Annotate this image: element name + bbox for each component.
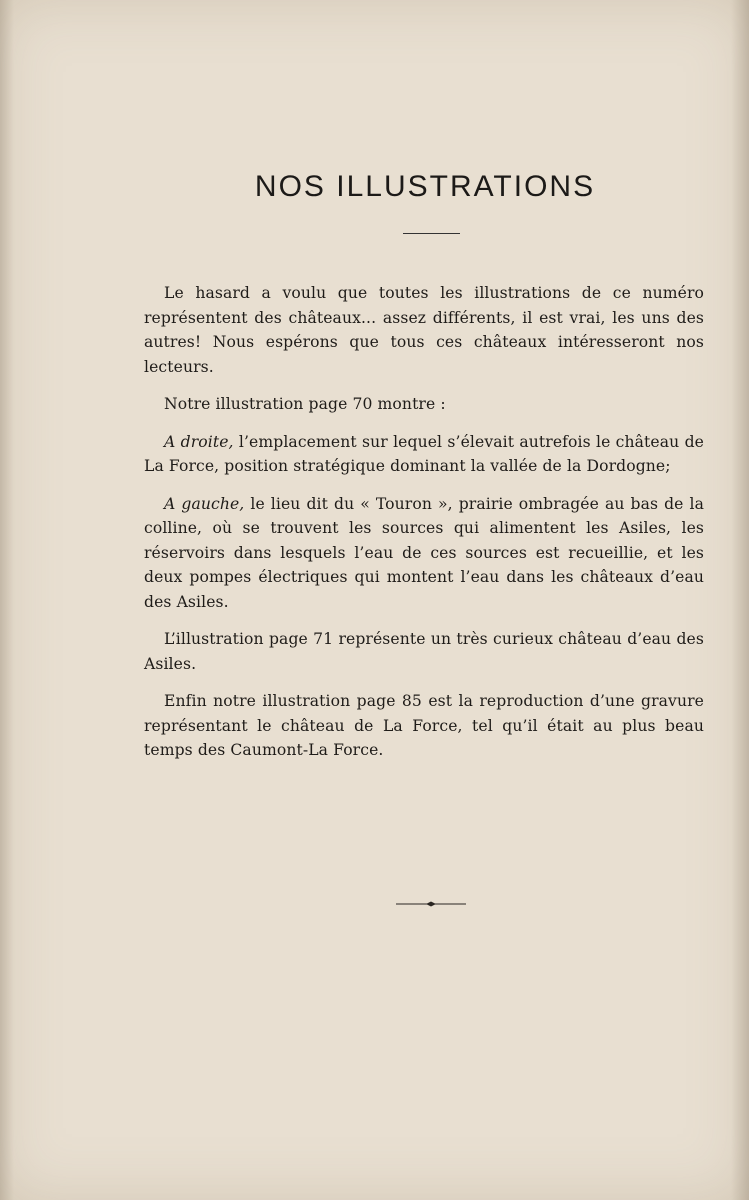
paragraph-a-gauche [144, 492, 704, 615]
page-left-edge-shadow [0, 0, 14, 1200]
paragraph-lead: A droite, [164, 432, 234, 451]
title-rule [403, 233, 460, 234]
paragraph-illustration-71 [144, 627, 704, 676]
paragraph-text: le lieu dit du « Touron », prairie ombragée au bas de la colline, où se trouvent les sources qui alimentent les Asiles, les réservoirs dans lesquels l’eau de ces sources est recueillie, et les deux pompes électriques qui montent l’eau dans les châteaux d’eau des Asiles. [144, 494, 704, 611]
paragraph-a-droite [144, 430, 704, 479]
article-body [144, 281, 704, 776]
paragraph-intro [144, 281, 704, 379]
dash-ornament-icon [396, 900, 466, 908]
paragraph-illustration-70 [144, 392, 704, 417]
paragraph-text: Notre illustration page 70 montre : [164, 395, 446, 413]
paragraph-illustration-85 [144, 689, 704, 763]
paragraph-text: l’emplacement sur lequel s’élevait autrefois le château de La Force, position stratégique dominant la vallée de la Dordogne; [144, 432, 704, 475]
paragraph-text: L’illustration page 71 représente un très curieux château d’eau des Asiles. [144, 630, 704, 673]
paragraph-text: Enfin notre illustration page 85 est la reproduction d’une gravure représentant le château de La Force, tel qu’il était au plus beau temps des Caumont-La Force. [144, 692, 704, 759]
paragraph-lead: A gauche, [164, 494, 245, 513]
page-title: NOS ILLUSTRATIONS [254, 170, 596, 203]
paragraph-text: Le hasard a voulu que toutes les illustrations de ce numéro représentent des châteaux... assez différents, il est vrai, les uns des autres! Nous espérons que tous ces châteaux intéresseront nos lecteurs. [144, 284, 704, 376]
